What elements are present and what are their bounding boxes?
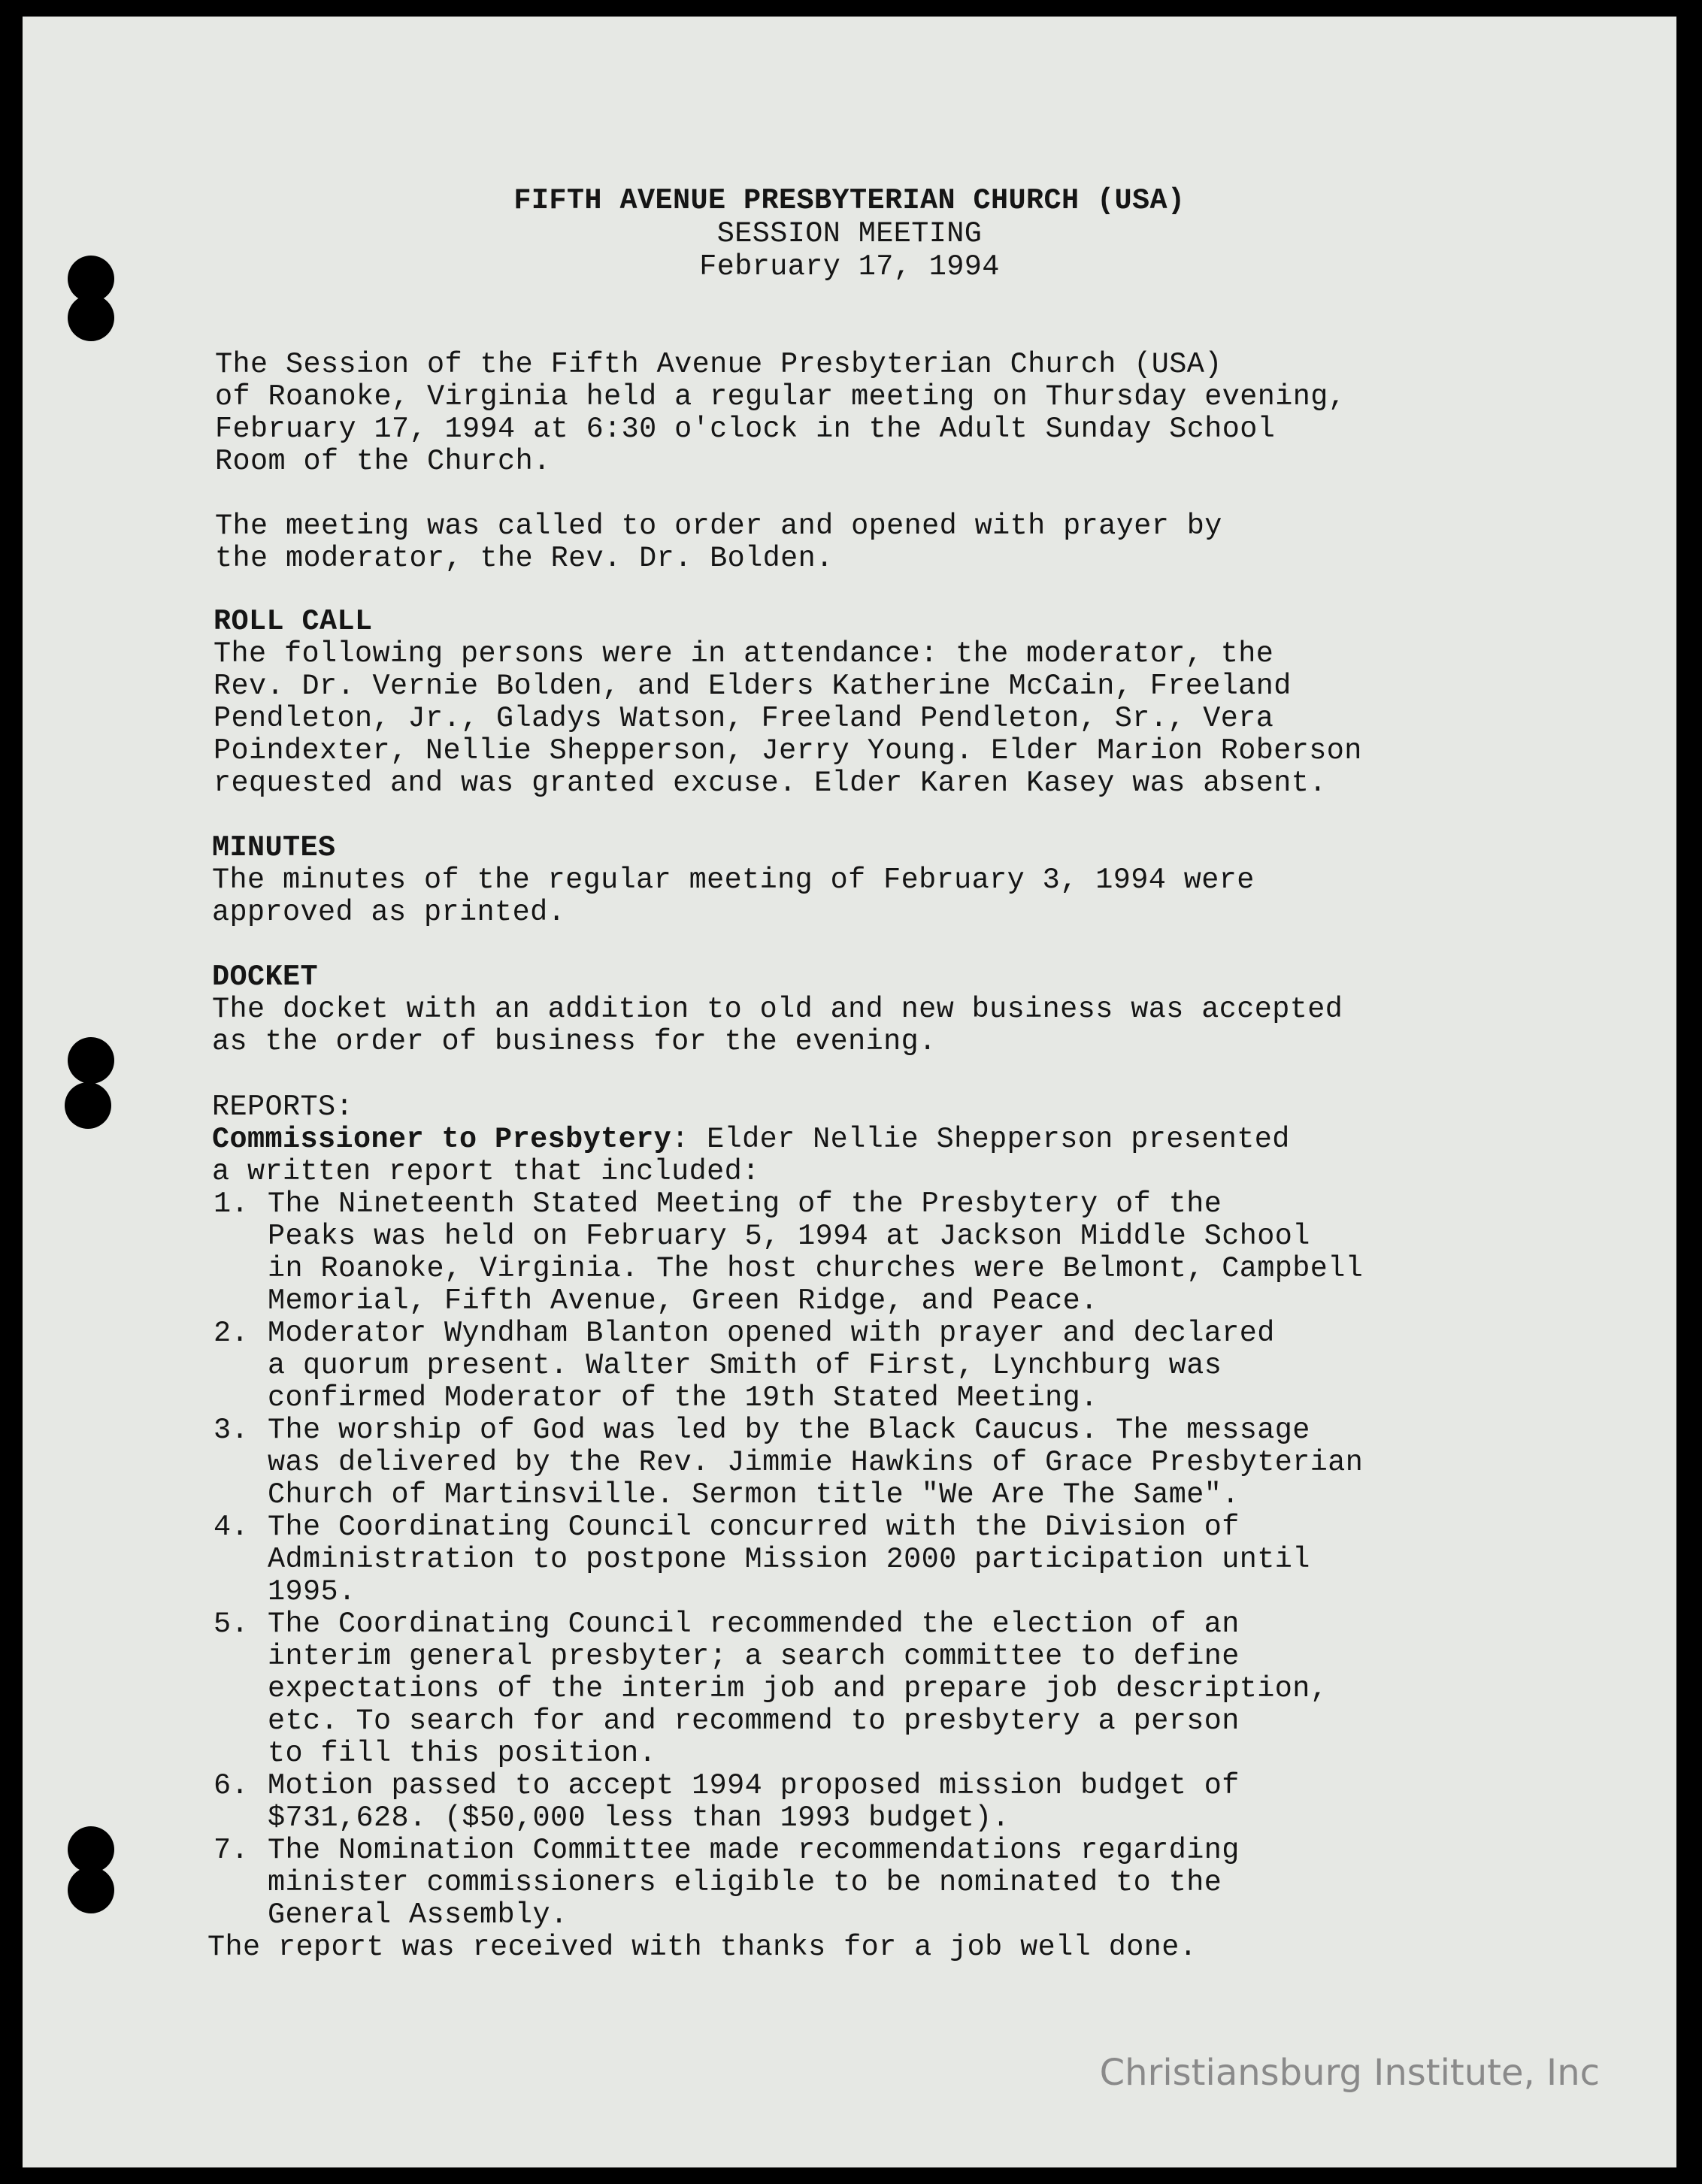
commissioner-rest: : Elder Nellie Shepperson presented [671,1123,1290,1156]
item-line: interim general presbyter; a search committee to define [268,1640,1240,1673]
item-line: minister commissioners eligible to be nominated to the [268,1866,1222,1899]
roll-call-line: Pendleton, Jr., Gladys Watson, Freeland Pendleton, Sr., Vera [214,702,1274,735]
opening-line: the moderator, the Rev. Dr. Bolden. [215,542,834,575]
item-line: Memorial, Fifth Avenue, Green Ridge, and Peace. [268,1284,1098,1317]
roll-call-line: The following persons were in attendance: the moderator, the [214,637,1274,670]
intro-line: of Roanoke, Virginia held a regular meeting on Thursday evening, [215,380,1346,413]
roll-call-line: requested and was granted excuse. Elder Karen Kasey was absent. [214,767,1327,800]
item-line: The Coordinating Council recommended the election of an [268,1608,1240,1641]
minutes-line: approved as printed. [212,896,566,929]
minutes-heading: MINUTES [212,831,336,864]
item-line: The Nomination Committee made recommendations regarding [268,1834,1240,1867]
item-number: 3. [214,1414,250,1447]
docket-line: The docket with an addition to old and new business was accepted [212,993,1343,1026]
item-line: Motion passed to accept 1994 proposed mission budget of [268,1769,1240,1802]
intro-line: February 17, 1994 at 6:30 o'clock in the Adult Sunday School [215,413,1276,446]
meeting-title: SESSION MEETING [716,217,983,250]
item-line: $731,628. ($50,000 less than 1993 budget). [268,1801,1010,1835]
watermark: Christiansburg Institute, Inc [1099,2052,1600,2094]
intro-line: Room of the Church. [215,445,551,478]
meeting-date: February 17, 1994 [699,250,1000,283]
item-line: expectations of the interim job and prepare job description, [268,1672,1328,1705]
item-number: 2. [214,1317,250,1350]
intro-line: The Session of the Fifth Avenue Presbyterian Church (USA) [215,348,1222,381]
reports-closing: The report was received with thanks for a job well done. [207,1931,1198,1964]
item-line: to fill this position. [268,1737,657,1770]
item-line: 1995. [268,1575,356,1608]
item-line: General Assembly. [268,1898,568,1931]
document-page [23,17,1676,2167]
roll-call-heading: ROLL CALL [214,605,373,638]
item-line: etc. To search for and recommend to presbytery a person [268,1705,1240,1738]
item-number: 4. [214,1511,250,1544]
commissioner-label: Commissioner to Presbytery [212,1123,672,1156]
item-number: 5. [214,1608,250,1641]
item-line: Peaks was held on February 5, 1994 at Jackson Middle School [268,1220,1310,1253]
item-number: 7. [214,1834,250,1867]
item-line: The Coordinating Council concurred with the Division of [268,1511,1240,1544]
church-title: FIFTH AVENUE PRESBYTERIAN CHURCH (USA) [513,184,1186,217]
item-number: 6. [214,1769,250,1802]
item-line: Moderator Wyndham Blanton opened with prayer and declared [268,1317,1275,1350]
item-line: confirmed Moderator of the 19th Stated Meeting. [268,1381,1098,1414]
roll-call-line: Rev. Dr. Vernie Bolden, and Elders Katherine McCain, Freeland [214,670,1292,703]
docket-heading: DOCKET [212,960,319,994]
commissioner-line [212,1124,1290,1156]
reports-heading: REPORTS: [212,1090,354,1124]
item-line: Church of Martinsville. Sermon title "We Are The Same". [268,1478,1240,1511]
item-line: Administration to postpone Mission 2000 participation until [268,1543,1310,1576]
item-line: The worship of God was led by the Black Caucus. The message [268,1414,1310,1447]
reports-intro: a written report that included: [212,1155,760,1188]
docket-line: as the order of business for the evening. [212,1025,937,1058]
roll-call-line: Poindexter, Nellie Shepperson, Jerry Young. Elder Marion Roberson [214,734,1362,767]
item-line: in Roanoke, Virginia. The host churches were Belmont, Campbell [268,1252,1364,1285]
minutes-line: The minutes of the regular meeting of February 3, 1994 were [212,864,1255,897]
item-line: The Nineteenth Stated Meeting of the Presbytery of the [268,1187,1222,1221]
item-line: was delivered by the Rev. Jimmie Hawkins of Grace Presbyterian [268,1446,1364,1479]
document-body [23,17,1676,2167]
item-line: a quorum present. Walter Smith of First, Lynchburg was [268,1349,1222,1382]
opening-line: The meeting was called to order and opened with prayer by [215,510,1222,543]
item-number: 1. [214,1187,250,1221]
